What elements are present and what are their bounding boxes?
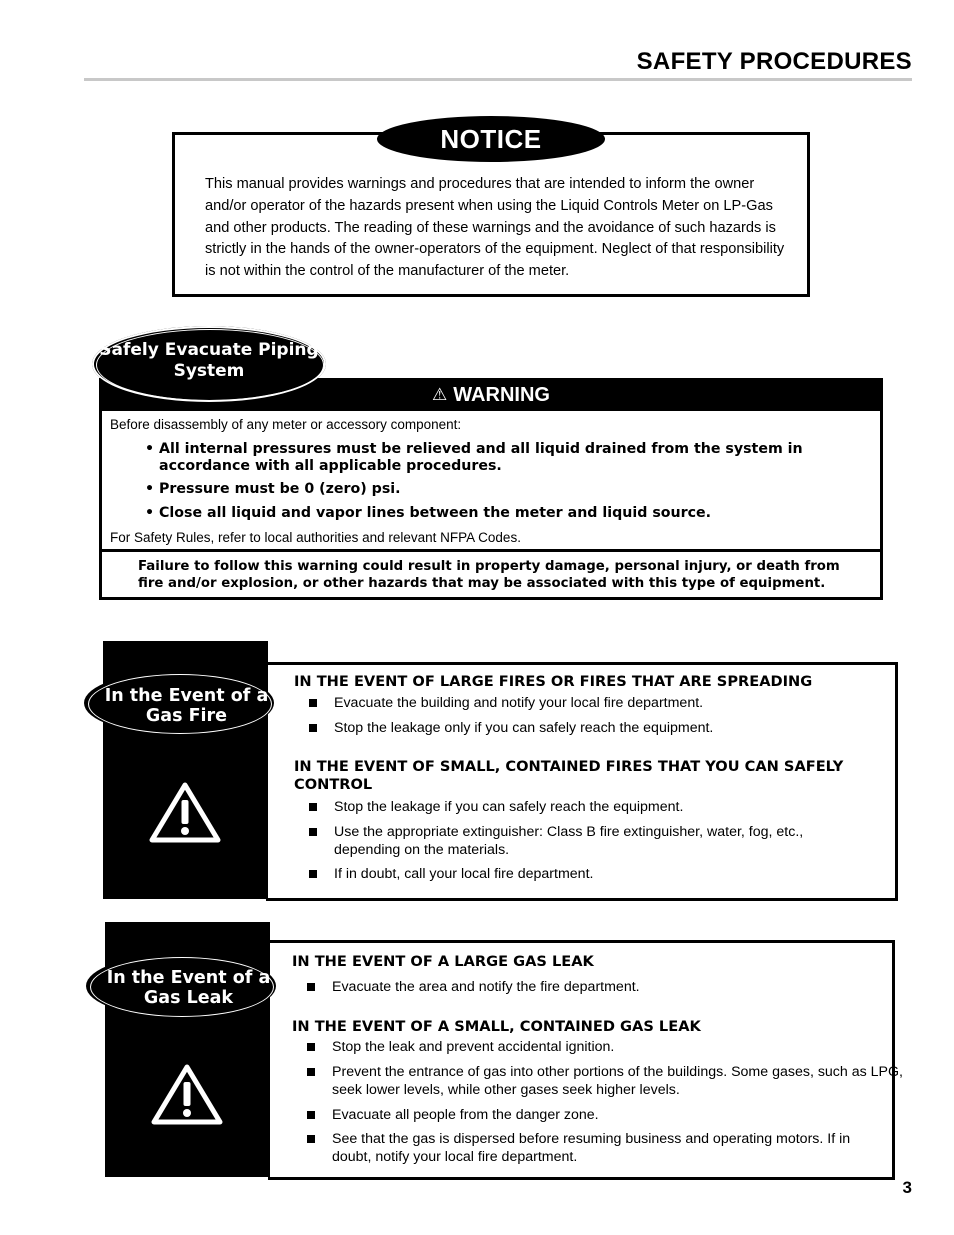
fire-list-item-text: Evacuate the building and notify your local fire department. <box>334 695 704 711</box>
square-bullet-icon <box>309 724 317 732</box>
leak-list-item-text: Evacuate all people from the danger zone. <box>332 1107 599 1123</box>
square-bullet-icon <box>307 1111 315 1119</box>
warning-bullet: • Pressure must be 0 (zero) psi. <box>145 481 401 497</box>
fire-list-item-text: Use the appropriate extinguisher: Class B fire extinguisher, water, fog, etc., depending on the materials. <box>334 824 804 858</box>
square-bullet-icon <box>307 1135 315 1143</box>
square-bullet-icon <box>309 699 317 707</box>
fire-list-item <box>294 799 894 817</box>
square-bullet-icon <box>307 1043 315 1051</box>
leak-list-item-text: Evacuate the area and notify the fire department. <box>332 979 640 995</box>
leak-list-item <box>292 1039 892 1057</box>
fire-list-item-text: Stop the leakage if you can safely reach the equipment. <box>334 799 684 815</box>
notice-body: This manual provides warnings and procedures that are intended to inform the owner and/or operator of the hazards present when using the Liquid Controls Meter on LP-Gas and other products. The reading of these warnings and the avoidance of such hazards is strictly in the hands of the owner-operators of the equipment. Neglect of that responsibility is not within the control of the manufacturer of the meter. <box>205 176 785 280</box>
leak-list-item <box>292 1131 892 1166</box>
leak-list-item <box>292 1064 920 1099</box>
warning-triangle-icon: ⚠ <box>432 385 448 404</box>
fire-tab-label: In the Event of a Gas Fire <box>104 686 269 726</box>
fire-section-heading: IN THE EVENT OF SMALL, CONTAINED FIRES THAT YOU CAN SAFELY CONTROL <box>294 758 844 793</box>
fire-list-item <box>294 720 894 738</box>
leak-list-item <box>292 979 892 997</box>
warning-intro: Before disassembly of any meter or accessory component: <box>110 417 462 432</box>
fire-list-item <box>294 695 894 713</box>
warning-failure-text: Failure to follow this warning could result in property damage, personal injury, or death from fire and/or explosion, or other hazards that may be associated with this type of equipment. <box>138 559 840 591</box>
square-bullet-icon <box>307 1068 315 1076</box>
warning-title: WARNING <box>453 383 550 406</box>
leak-list-item-text: See that the gas is dispersed before resuming business and operating motors. If in doubt, notify your local fire department. <box>332 1131 851 1165</box>
fire-section-heading: IN THE EVENT OF LARGE FIRES OR FIRES THAT ARE SPREADING <box>294 673 813 690</box>
leak-section-heading: IN THE EVENT OF A SMALL, CONTAINED GAS LEAK <box>292 1018 701 1035</box>
notice-title: NOTICE <box>377 116 605 162</box>
square-bullet-icon <box>307 983 315 991</box>
fire-list-item-text: Stop the leakage only if you can safely reach the equipment. <box>334 720 714 736</box>
square-bullet-icon <box>309 870 317 878</box>
leak-list-item-text: Stop the leak and prevent accidental ignition. <box>332 1039 615 1055</box>
leak-tab-label: In the Event of a Gas Leak <box>106 968 271 1008</box>
warning-triangle-icon <box>148 780 222 844</box>
square-bullet-icon <box>309 828 317 836</box>
fire-list-item <box>294 824 864 859</box>
warning-bullet: • Close all liquid and vapor lines between the meter and liquid source. <box>145 505 712 521</box>
header-rule <box>84 78 912 81</box>
page-number: 3 <box>902 1178 912 1197</box>
leak-list-item <box>292 1107 892 1125</box>
page-title: SAFETY PROCEDURES <box>636 48 912 75</box>
leak-section-heading: IN THE EVENT OF A LARGE GAS LEAK <box>292 953 594 970</box>
square-bullet-icon <box>309 803 317 811</box>
fire-list-item <box>294 866 894 884</box>
fire-list-item-text: If in doubt, call your local fire department. <box>334 866 594 882</box>
warning-triangle-icon <box>150 1062 224 1126</box>
warning-note: For Safety Rules, refer to local authorities and relevant NFPA Codes. <box>110 530 521 545</box>
evacuate-tab-label: Safely Evacuate Piping System <box>99 340 319 381</box>
leak-list-item-text: Prevent the entrance of gas into other portions of the buildings. Some gases, such as LPG, seek lower levels, while other gases seek higher levels. <box>332 1064 903 1098</box>
warning-divider <box>102 549 880 552</box>
warning-bullet: • All internal pressures must be relieved and all liquid drained from the system in accordance with all applicable procedures. <box>145 441 803 474</box>
